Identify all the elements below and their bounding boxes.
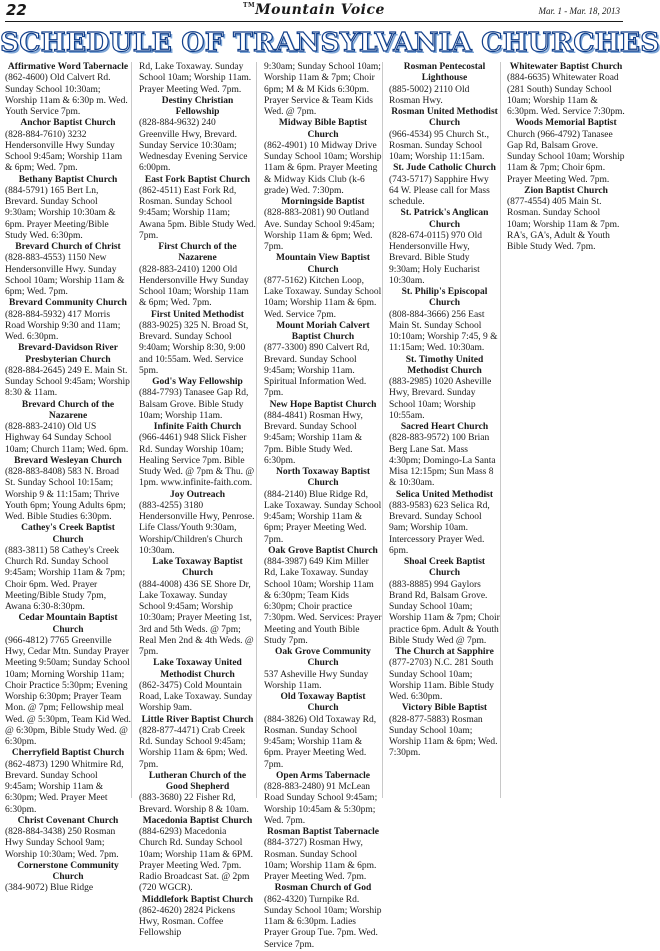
church-details: (883-2985) 1020 Asheville Hwy, Brevard. Sunday School 10am; Worship 10:55am. [389,377,492,421]
church-entry [5,298,131,343]
church-details: (884-4008) 436 SE Shore Dr, Lake Toxaway. Sunday School 9:45am; Worship 10:30am; Prayer Meeting 1st, 3rd and 5th Weds. @ 7pm; Real Men 2nd & 4th Weds. @ 7pm. [139,579,254,657]
church-entry [507,62,625,118]
church-entry [139,771,256,816]
church-details: (877-3300) 890 Calvert Rd, Brevard. Sunday School 9:45am; Worship 11am. Spiritual Information Wed. 7pm. [264,343,370,399]
church-details: (877-4554) 405 Main St. Rosman. Sunday School 10am; Worship 11am & 7pm. RA's, GA's, Adult & Youth Bible Study Wed. 7pm. [507,197,620,252]
church-details: (966-4812) 7765 Greenville Hwy, Cedar Mtn. Sunday Prayer Meeting 9:50am; Sunday School 10am; Morning Worship 11am; Choir Practice 5:30pm; Evening Worship 6:30pm; Prayer Team Mon. @ 7pm; Fellowship meal Wed. @ 5:30pm, Team Kid Wed. @ 6:30pm, Bible Study Wed. @ 6:30pm. [5,635,131,747]
church-details: (877-5162) Kitchen Loop, Lake Toxaway. Sunday School 10am; Worship 11am & 6pm. Wed. Service 7pm. [264,275,382,320]
church-entry [139,557,256,658]
church-entry [5,118,131,174]
church-details: (808-884-3666) 256 East Main St. Sunday School 10:10am; Worship 7:45, 9 & 11:15am; Wed. 10:30am. [389,309,498,354]
issue-date: Mar. 1 - Mar. 18, 2013 [538,6,620,16]
church-name: Open Arms Tabernacle [276,770,370,781]
church-entry [264,400,382,468]
church-entry [389,287,500,355]
newspaper-title-text: Mountain Voice [255,2,385,18]
church-entry [139,175,256,243]
church-details: (828-674-0115) 970 Old Hendersonville Hwy, Brevard. Bible Study 9:30am; Holy Eucharist 10:30am. [389,230,483,286]
church-details: (966-4534) 95 Church St., Rosman. Sunday School 10am; Worship 11:15am. [389,129,490,162]
church-entry [389,208,500,287]
church-name: Lutheran Church of the Good Shepherd [148,770,247,792]
church-entry [264,546,382,647]
church-details: (828-884-2645) 249 E. Main St. Sunday School 9:45am; Worship 8:30 & 11am. [5,365,130,399]
church-name: North Toxaway Baptist Church [276,467,370,489]
church-details: (884-3987) 649 Kim Miller Rd, Lake Toxaway. Sunday School 10am; Worship 11am & 6:30pm; Team Kids 6:30pm; Choir practice 7:30pm. Wed. Services: Prayer Meeting and Youth Bible Study 7pm. [264,557,382,646]
church-name: Victory Bible Baptist [401,703,488,714]
church-entry [264,883,382,951]
church-name: Cedar Mountain Baptist Church [18,613,118,635]
listing-column-2 [131,62,256,939]
church-entry [5,175,131,243]
church-details: (884-3826) Old Toxaway Rd, Rosman. Sunday School 9:45am; Worship 11am & 6pm. Prayer Meeting Wed. 7pm. [264,714,377,770]
church-entry [389,422,500,490]
church-name: Destiny Christian Fellowship [161,95,234,117]
church-name: Shoal Creek Baptist Church [403,557,486,579]
church-entry [5,613,131,748]
church-name: Lake Toxaway Baptist Church [152,557,243,579]
church-name: Macedonia Baptist Church [142,815,253,826]
church-name: Christ Covenant Church [17,815,119,826]
church-details: (862-4320) Turnpike Rd. Sunday School 10am; Worship 11am & 6:30pm. Ladies Prayer Group Tue. 7pm. Wed. Service 7pm. [264,894,382,950]
church-entry [5,861,131,895]
church-details: 9:30am; Sunday School 10am; Worship 11am & 7pm; Choir 6pm; M & M Kids 6:30pm. Prayer Service & Team Kids Wed. @ 7pm. [264,62,381,117]
church-name: Woods Memorial Baptist [515,118,617,129]
church-details: (828-884-3438) 250 Rosman Hwy Sunday School 9am; Worship 10:30am; Wed. 7pm. [5,827,119,860]
church-entry [139,658,256,714]
church-entry [389,647,500,703]
church-entry [5,816,131,861]
church-entry [5,748,131,816]
church-name: The Church at Sapphire [395,647,494,657]
church-name: Sacred Heart Church [400,422,489,432]
church-name: Joy Outreach [170,489,225,500]
listing-column-3 [256,62,382,950]
church-entry [389,62,500,107]
church-details: (828-883-2081) 90 Outland Ave. Sunday School 9:45am; Worship 11am & 6pm; Wed. 7pm. [264,208,375,252]
schedule-banner: SCHEDULE OF TRANSYLVANIA CHURCHES [0,27,660,58]
church-name: God's Way Fellowship [152,377,243,387]
church-name: Morningside Baptist [281,197,365,207]
church-name: Zion Baptist Church [524,185,608,196]
church-name: Anchor Baptist Church [20,118,116,129]
church-entry [264,197,382,253]
church-entry [139,895,256,940]
church-entry [139,377,256,422]
church-entry [507,186,625,254]
page-header [0,0,628,22]
page-number: 22 [6,1,27,19]
church-entry [389,703,500,759]
church-entry [139,310,256,378]
church-entry [264,771,382,827]
church-details: (862-4511) East Fork Rd, Rosman. Sunday School 9:45am; Worship 11am; Awana 5pm. Bible Study Wed. 7pm. [139,185,256,241]
church-entry [5,343,131,399]
church-details: Rd, Lake Toxaway. Sunday School 10am; Worship 11am. Prayer Meeting Wed. 7pm. [139,62,252,95]
church-details: (883-4255) 3180 Hendersonville Hwy, Penrose. Life Class/Youth 9:30am, Worship/Children's Church 10:30am. [139,500,255,556]
church-entry [5,400,131,456]
church-entry [139,96,256,175]
church-details: (883-8885) 994 Gaylors Brand Rd, Balsam Grove. Sunday School 10am; Worship 11am & 7pm; Choir practice 6pm. Adult & Youth Bible Study Wed @ 7pm. [389,579,500,646]
church-entry [264,827,382,883]
church-entry [389,490,500,558]
church-entry [264,647,382,692]
church-entry [389,355,500,423]
church-details: (884-4841) Rosman Hwy, Brevard. Sunday School 9:45am; Worship 11am & 7pm. Bible Study Wed. 6:30pm. [264,410,363,466]
church-details: 537 Asheville Hwy Sunday Worship 11am. [264,669,369,691]
church-details: (743-5717) Sapphire Hwy 64 W. Please call for Mass schedule. [389,174,490,207]
church-details: (884-6635) Whitewater Road (281 South) Sunday School 10am; Worship 11am & 6:30pm. Wed. Service 7:30pm. [507,73,625,117]
church-name: Old Toxaway Baptist Church [280,692,366,714]
church-details: (966-4461) 948 Slick Fisher Rd. Sunday Worship 10am; Healing Service 7pm. Bible Study Wed. @ 7pm & Thu. @ 1pm. www.infinite-faith.com. [139,433,255,489]
church-name: St. Philip's Episcopal Church [401,287,488,309]
church-name: Whitewater Baptist Church [509,62,623,72]
church-entry [389,163,500,208]
church-name: Cathey's Creek Baptist Church [21,523,115,545]
church-details: (877-2703) N.C. 281 South Sunday School 10am; Worship 11am. Bible Study Wed. 6:30pm. [389,658,494,702]
church-entry [139,62,256,96]
church-name: Rosman Pentecostal Lighthouse [403,62,486,84]
church-entry [139,816,256,895]
church-details: (828-883-4553) 1150 New Hendersonville Hwy. Sunday School 10am; Worship 11am & 6pm; Wed. 7pm. [5,253,125,297]
church-entry [264,253,382,321]
church-entry [507,118,625,186]
church-entry [139,490,256,558]
church-name: First United Methodist [151,309,244,320]
church-name: Cherryfield Baptist Church [11,748,125,759]
church-name: Lake Toxaway United Methodist Church [153,658,242,680]
church-entry [5,456,131,524]
church-details: (828-884-7610) 3232 Hendersonville Hwy Sunday School 9:45am; Worship 11am & 6pm; Wed. 7pm. [5,129,123,174]
church-details: (883-3811) 58 Cathey's Creek Church Rd. Sunday School 9:45am; Worship 11am & 7pm; Choir 6pm. Wed. Prayer Meeting/Bible Study 7pm, Awana 6:30-8:30pm. [5,545,126,612]
church-details: (862-4901) 10 Midway Drive Sunday School 10am; Worship 11am & 6pm. Prayer Meeting & Midway Kids Club (k-6 grade) Wed. 7:30pm. [264,140,382,196]
church-entry [264,118,382,197]
church-details: (862-4620) 2824 Pickens Hwy, Rosman. Coffee Fellowship [139,905,236,939]
church-details: Church (966-4792) Tanasee Gap Rd, Balsam Grove. Sunday School 10am; Worship 11am & 7pm; Choir 6pm. Prayer Meeting Wed. 7pm. [507,129,625,185]
church-details: (828-883-8408) 583 N. Broad St. Sunday School 10:15am; Worship 9 & 11:15am; Thrive Youth 6pm; Young Adults 6pm; Wed. Bible Studies 6:30pm. [5,467,126,522]
church-details: (828-883-2410) 1200 Old Hendersonville Hwy Sunday School 10am; Worship 11am & 6pm; Wed. 7pm. [139,264,249,309]
church-entry [139,242,256,310]
church-name: Mountain View Baptist Church [276,253,370,275]
church-entry [264,467,382,546]
church-name: Middlefork Baptist Church [141,894,254,905]
church-entry [5,62,131,118]
church-details: (884-5791) 165 Bert Ln, Brevard. Sunday School 9:30am; Worship 10:30am & 6pm. Prayer Meeting/Bible Study Wed. 6:30pm. [5,185,116,241]
church-details: (384-9072) Blue Ridge [5,883,94,894]
listing-column-1 [5,62,131,894]
church-name: Bethany Baptist Church [18,174,118,185]
church-name: Brevard Church of Christ [15,242,121,252]
church-details: (884-2140) Blue Ridge Rd, Lake Toxaway. Sunday School 9:45am; Worship 11am & 6pm; Prayer Meeting Wed. 7pm. [264,489,382,545]
church-name: St. Jude Catholic Church [393,163,496,174]
church-name: Midway Bible Baptist Church [278,118,368,140]
church-details: (862-3475) Cold Mountain Road, Lake Toxaway. Sunday Worship 9am. [139,680,253,714]
church-details: (862-4873) 1290 Whitmire Rd, Brevard. Sunday School 9:45am; Worship 11am & 6:30pm; Wed. Prayer Meet 6:30pm. [5,759,124,815]
church-name: Mount Moriah Calvert Baptist Church [276,320,370,342]
church-details: (828-884-5932) 417 Morris Road Worship 9:30 and 11am; Wed. 6:30pm. [5,309,121,342]
church-entry [389,107,500,163]
newspaper-title [0,2,628,18]
church-details: (862-4600) Old Calvert Rd. Sunday School 10:30am; Worship 11am & 6:30p m. Wed. Youth Service 7pm. [5,73,128,117]
church-name: Brevard Wesleyan Church [14,455,122,466]
church-details: (883-9583) 623 Selica Rd, Brevard. Sunday School 9am; Worship 10am. Intercessory Prayer Wed. 6pm. [389,500,490,556]
church-listings [5,62,625,950]
church-name: St. Timothy United Methodist Church [405,354,484,376]
church-details: (828-877-4471) Crab Creek Rd. Sunday School 9:45am; Worship 11am & 6pm; Wed. 7pm. [139,725,248,770]
church-name: Selica United Methodist [395,489,494,500]
church-name: Rosman Church of God [274,883,372,894]
church-name: St. Patrick's Anglican Church [400,208,489,230]
church-entry [389,557,500,647]
church-name: Little River Baptist Church [141,714,254,725]
church-details: (884-7793) Tanasee Gap Rd, Balsam Grove. Bible Study 10am; Worship 11am. [139,388,249,421]
church-details: (828-884-9632) 240 Greenville Hwy, Brevard. Sunday Service 10:30am; Wednesday Evening Service 6:00pm. [139,118,248,174]
church-details: (883-3680) 22 Fisher Rd, Brevard. Worship 8 & 10am. [139,793,249,815]
church-entry [264,62,382,118]
church-details: (828-883-2410) Old US Highway 64 Sunday School 10am; Church 11am; Wed. 6pm. [5,422,129,455]
church-name: Cornerstone Community Church [17,860,119,882]
church-name: New Hope Baptist Church [269,399,377,410]
church-details: (828-877-5883) Rosman Sunday School 10am; Worship 11am & 6pm; Wed. 7:30pm. [389,714,498,759]
church-entry [264,321,382,400]
church-name: Oak Grove Baptist Church [268,545,378,556]
church-name: Rosman Baptist Tabernacle [267,827,379,837]
header-divider [5,21,623,22]
church-details: (884-3727) Rosman Hwy, Rosman. Sunday School 10am; Worship 11am & 6pm. Prayer Meeting Wed. 7pm. [264,838,377,882]
church-name: Affirmative Word Tabernacle [7,62,129,72]
church-name: Oak Grove Community Church [275,647,371,669]
church-name: East Fork Baptist Church [144,174,251,185]
church-name: Rosman United Methodist Church [391,107,498,129]
church-name: Brevard Church of the Nazarene [21,399,115,421]
church-name: First Church of the Nazarene [158,242,237,264]
listing-column-5 [500,62,625,798]
church-entry [264,692,382,771]
trademark-mark: TM [243,2,256,9]
church-details: (883-9025) 325 N. Broad St, Brevard. Sunday School 9:40am; Worship 8:30, 9:00 and 10:55am. Wed. Service 5pm. [139,320,249,376]
church-details: (884-6293) Macedonia Church Rd. Sunday School 10am; Worship 11am & 6PM. Prayer Meeting Wed. 7pm. Radio Broadcast Sat. @ 2pm (720 WGCR). [139,827,254,894]
church-details: (828-883-9572) 100 Brian Berg Lane Sat. Mass 4:30pm; Domingo-La Santa Misa 12:15pm; Sun Mass 8 & 10:30am. [389,433,496,489]
church-details: (885-5002) 2110 Old Rosman Hwy. [389,84,470,106]
church-entry [5,242,131,298]
church-entry [5,523,131,613]
church-name: Brevard Community Church [9,298,127,309]
church-name: Infinite Faith Church [153,422,242,432]
church-entry [139,422,256,490]
church-details: (828-883-2480) 91 McLean Road Sunday School 9:45am; Worship 10:45am & 5:30pm; Wed. 7pm. [264,782,378,826]
church-name: Brevard-Davidson River Presbyterian Church [18,343,118,365]
church-entry [139,715,256,771]
listing-column-4 [382,62,500,798]
